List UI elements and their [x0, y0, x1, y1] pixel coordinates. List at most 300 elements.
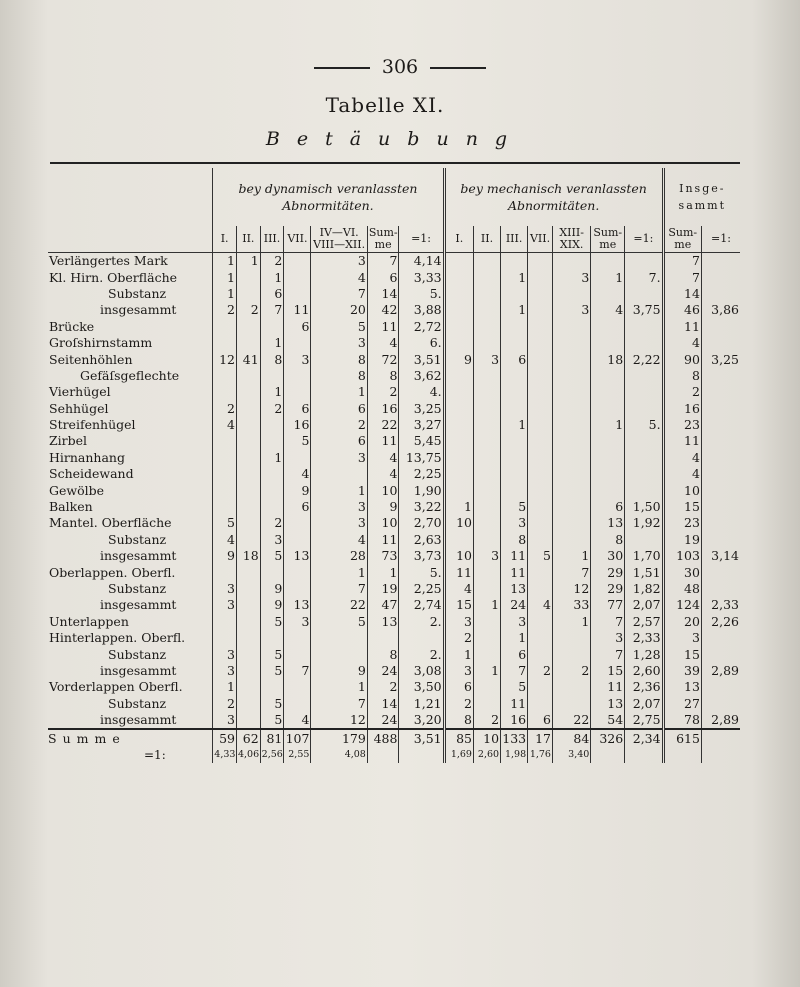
- cell-mech-2: [501, 482, 528, 498]
- cell-tot-1: [701, 747, 740, 763]
- cell-mech-2: [501, 286, 528, 302]
- cell-tot-1: [701, 515, 740, 531]
- cell-mech-0: 10: [444, 515, 473, 531]
- cell-mech-2: 24: [501, 597, 528, 613]
- cell-mech-2: 3: [501, 515, 528, 531]
- cell-dyn-3: [284, 253, 311, 270]
- column-header-mech-4: XIII-XIX.: [552, 226, 590, 253]
- cell-mech-3: [528, 630, 553, 646]
- cell-dyn-0: [213, 482, 237, 498]
- cell-mech-6: 2,57: [625, 614, 663, 630]
- cell-dyn-6: 5.: [399, 564, 444, 580]
- cell-mech-0: 10: [444, 548, 473, 564]
- cell-dyn-2: [260, 564, 284, 580]
- cell-mech-4: 1: [552, 548, 590, 564]
- cell-mech-6: [625, 368, 663, 384]
- cell-mech-4: [552, 515, 590, 531]
- cell-dyn-6: 3,88: [399, 302, 444, 318]
- cell-dyn-5: 6: [367, 269, 399, 285]
- cell-dyn-6: 2.: [399, 614, 444, 630]
- page-number-rule-right: [430, 67, 486, 69]
- cell-dyn-2: [260, 499, 284, 515]
- cell-mech-4: 7: [552, 564, 590, 580]
- cell-dyn-4: 7: [311, 286, 367, 302]
- row-label: Zirbel: [49, 433, 88, 449]
- cell-mech-2: [501, 319, 528, 335]
- cell-dyn-3: 5: [284, 433, 311, 449]
- cell-mech-0: [444, 433, 473, 449]
- cell-mech-6: [625, 335, 663, 351]
- cell-mech-0: 15: [444, 597, 473, 613]
- cell-dyn-6: 4,14: [399, 253, 444, 270]
- cell-dyn-4: 5: [311, 319, 367, 335]
- cell-dyn-1: [236, 663, 260, 679]
- cell-mech-0: 1: [444, 499, 473, 515]
- cell-mech-3: 4: [528, 597, 553, 613]
- cell-dyn-0: 1: [213, 286, 237, 302]
- table-row: [48, 302, 740, 318]
- cell-dyn-4: 6: [311, 433, 367, 449]
- cell-tot-1: [701, 286, 740, 302]
- column-header-dyn-0: I.: [213, 226, 237, 253]
- cell-dyn-5: 72: [367, 351, 399, 367]
- cell-tot-1: 2,33: [701, 597, 740, 613]
- cell-mech-1: [473, 368, 500, 384]
- cell-mech-3: [528, 286, 553, 302]
- cell-dyn-0: [213, 614, 237, 630]
- cell-dyn-6: 1,90: [399, 482, 444, 498]
- cell-mech-6: [625, 466, 663, 482]
- cell-dyn-4: 9: [311, 663, 367, 679]
- cell-mech-0: 2: [444, 696, 473, 712]
- cell-mech-4: [552, 286, 590, 302]
- cell-mech-3: [528, 401, 553, 417]
- cell-tot-1: [701, 319, 740, 335]
- cell-mech-6: [625, 253, 663, 270]
- cell-dyn-5: 11: [367, 433, 399, 449]
- cell-dyn-3: [284, 384, 311, 400]
- row-label: Brücke: [49, 318, 95, 334]
- cell-mech-4: [552, 646, 590, 662]
- cell-dyn-4: 4,08: [311, 747, 367, 763]
- row-label: Verlängertes Mark: [49, 253, 168, 269]
- cell-mech-5: [591, 482, 625, 498]
- cell-mech-4: 22: [552, 712, 590, 729]
- cell-tot-1: [701, 417, 740, 433]
- cell-dyn-0: [213, 384, 237, 400]
- cell-dyn-0: [213, 335, 237, 351]
- cell-mech-5: 1: [591, 417, 625, 433]
- cell-mech-0: 3: [444, 663, 473, 679]
- table-row: [48, 679, 740, 695]
- cell-mech-6: 2,07: [625, 597, 663, 613]
- column-header-mech-5: Sum-me: [591, 226, 625, 253]
- row-label: insgesammt: [100, 302, 177, 318]
- cell-tot-0: 30: [663, 564, 701, 580]
- row-label: Streifenhügel: [49, 417, 136, 433]
- cell-mech-5: 6: [591, 499, 625, 515]
- cell-mech-2: 1: [501, 302, 528, 318]
- cell-mech-2: 1: [501, 417, 528, 433]
- cell-dyn-5: 16: [367, 401, 399, 417]
- cell-tot-1: [701, 384, 740, 400]
- cell-tot-0: 4: [663, 450, 701, 466]
- cell-mech-5: 77: [591, 597, 625, 613]
- cell-mech-3: [528, 450, 553, 466]
- cell-dyn-4: 20: [311, 302, 367, 318]
- cell-dyn-0: 9: [213, 548, 237, 564]
- table-row: [48, 368, 740, 384]
- cell-dyn-0: 3: [213, 597, 237, 613]
- row-label: Scheidewand: [49, 466, 134, 482]
- cell-dyn-1: [236, 499, 260, 515]
- sum-row: [48, 729, 740, 746]
- cell-mech-2: [501, 401, 528, 417]
- cell-dyn-6: 3,33: [399, 269, 444, 285]
- cell-tot-0: 2: [663, 384, 701, 400]
- page-number-rule-left: [314, 67, 370, 69]
- cell-tot-1: [701, 630, 740, 646]
- cell-mech-0: [444, 401, 473, 417]
- cell-dyn-6: 3,51: [399, 729, 444, 746]
- cell-tot-1: 3,86: [701, 302, 740, 318]
- cell-dyn-4: 7: [311, 696, 367, 712]
- table-row: [48, 499, 740, 515]
- table-row: [48, 663, 740, 679]
- cell-mech-4: 3: [552, 302, 590, 318]
- cell-mech-0: 8: [444, 712, 473, 729]
- cell-mech-2: 16: [501, 712, 528, 729]
- table-row: [48, 482, 740, 498]
- cell-dyn-3: [284, 564, 311, 580]
- column-header-dyn-3: VII.: [284, 226, 311, 253]
- cell-dyn-4: 179: [311, 729, 367, 746]
- cell-dyn-2: 2,56: [260, 747, 284, 763]
- cell-dyn-6: 2,25: [399, 581, 444, 597]
- cell-mech-1: [473, 269, 500, 285]
- cell-dyn-4: 28: [311, 548, 367, 564]
- cell-tot-1: [701, 466, 740, 482]
- cell-dyn-5: [367, 630, 399, 646]
- cell-mech-6: 5.: [625, 417, 663, 433]
- cell-tot-1: [701, 729, 740, 746]
- cell-dyn-3: 9: [284, 482, 311, 498]
- cell-dyn-3: [284, 515, 311, 531]
- cell-mech-3: [528, 679, 553, 695]
- table-row: [48, 581, 740, 597]
- column-header-mech-0: I.: [444, 226, 473, 253]
- cell-dyn-6: 4.: [399, 384, 444, 400]
- data-table: [48, 168, 740, 763]
- cell-mech-3: [528, 482, 553, 498]
- cell-dyn-4: 8: [311, 368, 367, 384]
- table-row: [48, 564, 740, 580]
- cell-mech-2: 133: [502, 730, 527, 746]
- column-header-mech-3: VII.: [528, 226, 553, 253]
- cell-dyn-4: 4: [311, 269, 367, 285]
- cell-dyn-2: 9: [260, 581, 284, 597]
- cell-dyn-3: 7: [284, 663, 311, 679]
- cell-dyn-4: 1: [311, 564, 367, 580]
- cell-dyn-3: [284, 679, 311, 695]
- column-header-label: [48, 226, 213, 253]
- cell-tot-0: 48: [663, 581, 701, 597]
- cell-mech-1: 2,60: [473, 747, 500, 763]
- row-label: Vorderlappen Oberfl.: [49, 679, 183, 695]
- cell-dyn-0: 2: [213, 401, 237, 417]
- cell-dyn-2: [260, 679, 284, 695]
- cell-dyn-3: [284, 368, 311, 384]
- cell-mech-0: [444, 302, 473, 318]
- cell-dyn-3: 2,55: [284, 747, 311, 763]
- cell-mech-3: [528, 368, 553, 384]
- cell-mech-1: [473, 679, 500, 695]
- cell-mech-4: [552, 253, 590, 270]
- cell-mech-6: [625, 384, 663, 400]
- cell-mech-1: [473, 401, 500, 417]
- cell-mech-1: [473, 564, 500, 580]
- cell-mech-4: 33: [552, 597, 590, 613]
- cell-mech-1: [473, 614, 500, 630]
- cell-tot-0: 20: [663, 614, 701, 630]
- column-header-dyn-2: III.: [260, 226, 284, 253]
- cell-mech-0: 11: [444, 564, 473, 580]
- cell-dyn-3: 6: [284, 319, 311, 335]
- cell-mech-6: [625, 482, 663, 498]
- cell-mech-2: 11: [501, 696, 528, 712]
- cell-mech-6: [625, 433, 663, 449]
- table-row: [48, 269, 740, 285]
- row-label: insgesammt: [100, 662, 177, 678]
- cell-dyn-1: [236, 564, 260, 580]
- row-label: Substanz: [108, 695, 167, 711]
- cell-mech-4: [552, 417, 590, 433]
- cell-mech-1: [473, 319, 500, 335]
- cell-mech-6: [625, 319, 663, 335]
- cell-mech-2: 11: [501, 564, 528, 580]
- cell-dyn-1: [236, 696, 260, 712]
- cell-tot-0: 4: [663, 335, 701, 351]
- cell-dyn-4: 3: [311, 253, 367, 270]
- row-label: Oberlappen. Oberfl.: [49, 564, 176, 580]
- cell-dyn-5: 2: [367, 679, 399, 695]
- cell-tot-0: 23: [663, 515, 701, 531]
- row-label: Hirnanhang: [49, 449, 125, 465]
- cell-dyn-5: 10: [367, 515, 399, 531]
- cell-dyn-2: 5: [260, 548, 284, 564]
- cell-mech-5: 8: [591, 532, 625, 548]
- cell-mech-2: 6: [501, 351, 528, 367]
- table-row: [48, 253, 740, 270]
- cell-tot-1: [701, 646, 740, 662]
- cell-mech-5: [591, 368, 625, 384]
- row-label: Substanz: [108, 646, 167, 662]
- cell-dyn-3: [284, 450, 311, 466]
- cell-dyn-3: [284, 532, 311, 548]
- cell-mech-0: [444, 450, 473, 466]
- ratio-row: [48, 747, 740, 763]
- cell-mech-5: 15: [591, 663, 625, 679]
- cell-tot-0: 15: [663, 499, 701, 515]
- cell-dyn-4: 12: [311, 712, 367, 729]
- cell-dyn-2: 1: [260, 335, 284, 351]
- cell-dyn-4: 4: [311, 532, 367, 548]
- cell-dyn-2: 6: [260, 286, 284, 302]
- cell-mech-5: 29: [591, 581, 625, 597]
- cell-tot-1: [701, 581, 740, 597]
- cell-dyn-2: [260, 417, 284, 433]
- cell-dyn-6: 3,22: [399, 499, 444, 515]
- cell-dyn-1: 62: [236, 729, 260, 746]
- cell-tot-0: 8: [663, 368, 701, 384]
- cell-mech-1: [473, 286, 500, 302]
- cell-mech-3: [528, 302, 553, 318]
- cell-mech-6: 1,70: [625, 548, 663, 564]
- cell-tot-0: 78: [663, 712, 701, 729]
- cell-dyn-4: [311, 630, 367, 646]
- cell-mech-5: [591, 450, 625, 466]
- column-header-dyn-6: =1:: [399, 226, 444, 253]
- cell-mech-1: [473, 630, 500, 646]
- cell-mech-6: 1,50: [625, 499, 663, 515]
- cell-mech-4: [552, 466, 590, 482]
- cell-mech-4: [552, 368, 590, 384]
- cell-mech-1: [473, 466, 500, 482]
- cell-mech-0: 85: [444, 729, 473, 746]
- cell-tot-1: [701, 450, 740, 466]
- column-header-dyn-1: II.: [236, 226, 260, 253]
- cell-mech-1: [473, 384, 500, 400]
- cell-mech-3: 2: [528, 663, 553, 679]
- cell-tot-0: 7: [663, 269, 701, 285]
- cell-mech-2: 13: [501, 581, 528, 597]
- cell-tot-1: [701, 482, 740, 498]
- cell-mech-0: 4: [444, 581, 473, 597]
- cell-mech-0: [444, 368, 473, 384]
- cell-dyn-5: 7: [367, 253, 399, 270]
- cell-dyn-1: [236, 319, 260, 335]
- cell-dyn-1: [236, 581, 260, 597]
- cell-mech-1: [473, 515, 500, 531]
- cell-dyn-5: 22: [367, 417, 399, 433]
- cell-mech-1: [473, 417, 500, 433]
- cell-dyn-0: [213, 450, 237, 466]
- cell-tot-1: [701, 433, 740, 449]
- cell-dyn-0: [213, 466, 237, 482]
- cell-tot-1: 3,14: [701, 548, 740, 564]
- cell-mech-2: 6: [501, 646, 528, 662]
- column-header-mech-1: II.: [473, 226, 500, 253]
- cell-mech-0: [444, 319, 473, 335]
- cell-dyn-0: [213, 368, 237, 384]
- cell-dyn-0: 12: [213, 351, 237, 367]
- cell-dyn-5: 1: [367, 564, 399, 580]
- cell-dyn-4: 5: [311, 614, 367, 630]
- cell-mech-1: [473, 450, 500, 466]
- row-label: insgesammt: [100, 597, 177, 613]
- cell-dyn-2: 5: [260, 646, 284, 662]
- column-header-mech-6: =1:: [625, 226, 663, 253]
- cell-dyn-5: 4: [367, 335, 399, 351]
- row-label: Summe: [48, 729, 213, 746]
- cell-dyn-0: 4: [213, 532, 237, 548]
- cell-dyn-4: 1: [311, 482, 367, 498]
- cell-dyn-5: 11: [367, 319, 399, 335]
- cell-mech-6: 2,33: [625, 630, 663, 646]
- cell-mech-4: [552, 335, 590, 351]
- row-label: insgesammt: [100, 548, 177, 564]
- cell-dyn-5: 24: [367, 712, 399, 729]
- cell-mech-0: 3: [444, 614, 473, 630]
- cell-tot-0: 39: [663, 663, 701, 679]
- table-row: [48, 532, 740, 548]
- cell-dyn-4: 22: [311, 597, 367, 613]
- cell-mech-5: [591, 335, 625, 351]
- cell-tot-1: [701, 532, 740, 548]
- cell-mech-3: [528, 433, 553, 449]
- table-row: [48, 466, 740, 482]
- table-row: [48, 548, 740, 564]
- cell-dyn-1: [236, 679, 260, 695]
- cell-mech-6: 2,60: [625, 663, 663, 679]
- cell-mech-3: [528, 269, 553, 285]
- cell-mech-6: 2,36: [625, 679, 663, 695]
- table-row: [48, 712, 740, 729]
- cell-mech-3: [528, 515, 553, 531]
- cell-tot-1: 3,25: [701, 351, 740, 367]
- cell-mech-4: [552, 679, 590, 695]
- row-label: Gewölbe: [49, 482, 105, 498]
- cell-mech-6: 1,82: [625, 581, 663, 597]
- cell-dyn-6: 3,25: [399, 401, 444, 417]
- cell-tot-0: 19: [663, 532, 701, 548]
- cell-mech-0: 1,69: [444, 747, 473, 763]
- table-row: [48, 401, 740, 417]
- cell-tot-0: 16: [663, 401, 701, 417]
- cell-dyn-1: [236, 630, 260, 646]
- cell-dyn-5: 13: [367, 614, 399, 630]
- cell-tot-0: 124: [663, 597, 701, 613]
- cell-dyn-2: [260, 433, 284, 449]
- cell-tot-0: 90: [663, 351, 701, 367]
- cell-dyn-5: 9: [367, 499, 399, 515]
- cell-dyn-1: [236, 466, 260, 482]
- cell-dyn-6: 1,21: [399, 696, 444, 712]
- cell-dyn-3: 13: [284, 548, 311, 564]
- table-row: [48, 384, 740, 400]
- cell-dyn-5: 8: [367, 368, 399, 384]
- row-label: Sehhügel: [49, 400, 109, 416]
- cell-dyn-4: 3: [311, 515, 367, 531]
- cell-mech-5: [591, 384, 625, 400]
- cell-mech-5: 1: [591, 269, 625, 285]
- cell-dyn-0: [213, 564, 237, 580]
- cell-dyn-1: 41: [236, 351, 260, 367]
- cell-dyn-2: 81: [260, 729, 284, 746]
- row-label: Hinterlappen. Oberfl.: [49, 630, 186, 646]
- cell-tot-0: 3: [663, 630, 701, 646]
- cell-tot-0: 11: [663, 319, 701, 335]
- group-header-row: [48, 168, 740, 226]
- cell-dyn-2: 1: [260, 384, 284, 400]
- cell-dyn-5: 73: [367, 548, 399, 564]
- cell-mech-2: 5: [501, 679, 528, 695]
- cell-dyn-4: 3: [311, 450, 367, 466]
- cell-mech-2: 1,98: [501, 747, 528, 763]
- cell-dyn-0: 2: [213, 302, 237, 318]
- cell-dyn-6: 6.: [399, 335, 444, 351]
- cell-mech-3: [528, 646, 553, 662]
